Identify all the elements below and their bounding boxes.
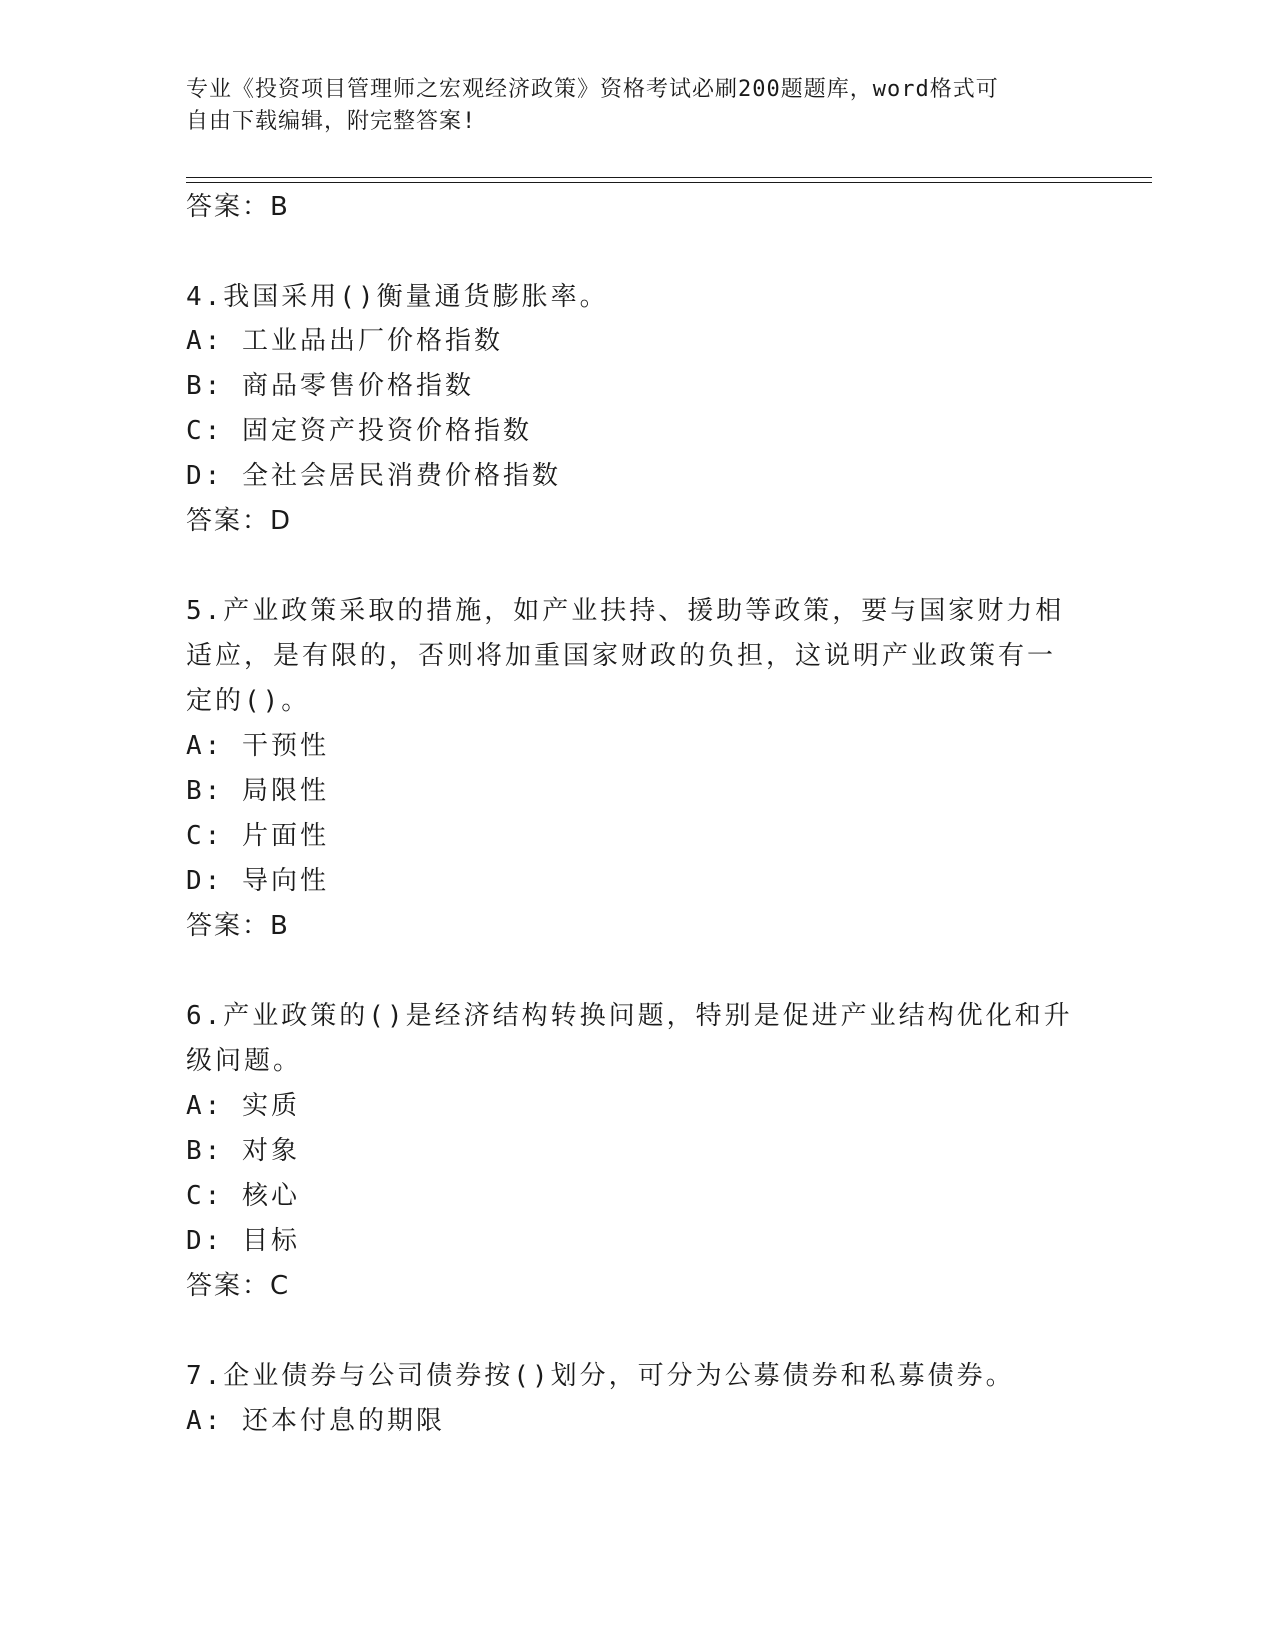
option-a: A: 干预性: [186, 731, 329, 761]
answer-line: 答案：B: [186, 911, 290, 941]
option-a: A: 实质: [186, 1091, 300, 1121]
question-stem-5-line-2: 适应，是有限的，否则将加重国家财政的负担，这说明产业政策有一: [186, 641, 1057, 671]
option-c: C: 核心: [186, 1181, 300, 1211]
header-divider-top: [186, 177, 1152, 178]
option-c: C: 片面性: [186, 821, 329, 851]
question-stem-7: 7.企业债券与公司债券按()划分，可分为公募债券和私募债券。: [186, 1361, 1015, 1391]
option-b: B: 商品零售价格指数: [186, 371, 474, 401]
option-d: D: 目标: [186, 1226, 300, 1256]
question-stem-6-line-2: 级问题。: [186, 1046, 303, 1076]
question-stem-6-line-1: 6.产业政策的()是经济结构转换问题，特别是促进产业结构优化和升: [186, 1001, 1073, 1031]
header-line-1: 专业《投资项目管理师之宏观经济政策》资格考试必刷200题题库，word格式可: [186, 77, 999, 102]
question-stem-4: 4.我国采用()衡量通货膨胀率。: [186, 282, 609, 312]
option-c: C: 固定资产投资价格指数: [186, 416, 532, 446]
header-line-2: 自由下载编辑，附完整答案!: [186, 109, 477, 134]
answer-line: 答案：B: [186, 192, 290, 222]
document-header: [186, 74, 1066, 138]
option-b: B: 局限性: [186, 776, 329, 806]
header-divider-bottom: [186, 182, 1152, 183]
option-d: D: 导向性: [186, 866, 329, 896]
option-b: B: 对象: [186, 1136, 300, 1166]
option-a: A: 工业品出厂价格指数: [186, 326, 503, 356]
question-stem-5-line-1: 5.产业政策采取的措施，如产业扶持、援助等政策，要与国家财力相: [186, 596, 1065, 626]
answer-line: 答案：D: [186, 506, 293, 536]
option-d: D: 全社会居民消费价格指数: [186, 461, 561, 491]
option-a: A: 还本付息的期限: [186, 1406, 445, 1436]
answer-line: 答案：C: [186, 1271, 291, 1301]
question-stem-5-line-3: 定的()。: [186, 686, 311, 716]
